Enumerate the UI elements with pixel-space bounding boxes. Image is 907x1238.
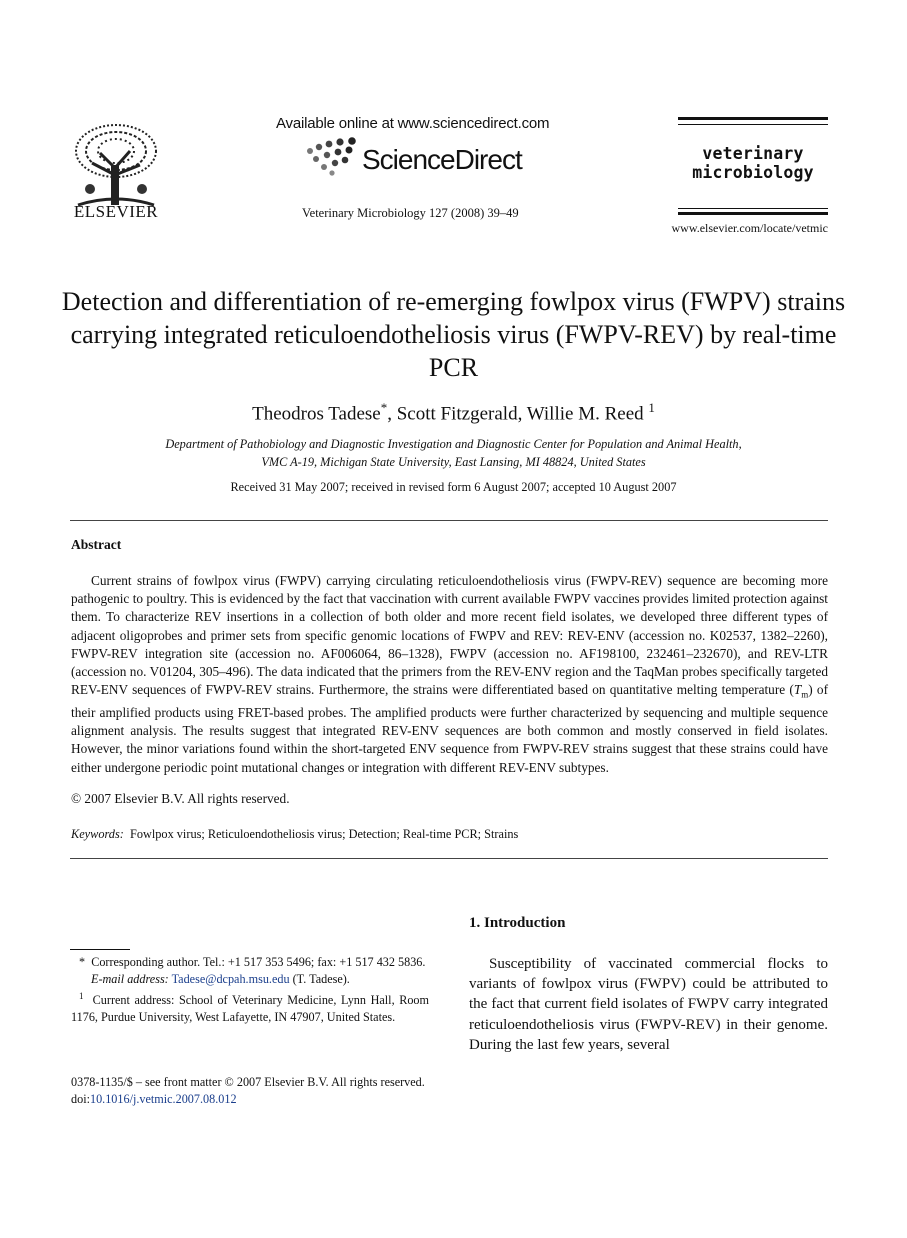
journal-logo-rule bbox=[678, 212, 828, 215]
keywords bbox=[71, 827, 518, 842]
author-name[interactable]: , Scott Fitzgerald, Willie M. Reed bbox=[387, 403, 644, 425]
footnotes bbox=[71, 954, 429, 1026]
author-name[interactable]: Theodros Tadese bbox=[252, 403, 381, 425]
doi-line bbox=[71, 1091, 425, 1108]
journal-logo-line: veterinary bbox=[702, 144, 804, 163]
abstract-text-part: ) of their amplified products using FRET-based probes. The amplified products were further characterized by sequencing and multiple sequence alignment analysis. The results suggest that integrated REV-ENV sequences are both common and mostly conserved in field isolates. However, the minor variations found within the short-targeted ENV sequence from FWPV-REV strains suggest that these strains could have either undergone periodic point mutational changes or integration with different REV-ENV subtypes. bbox=[71, 682, 828, 775]
email-owner: (T. Tadese). bbox=[292, 972, 350, 986]
affiliation-line: VMC A-19, Michigan State University, East Lansing, MI 48824, United States bbox=[261, 454, 646, 469]
doi-link[interactable]: 10.1016/j.vetmic.2007.08.012 bbox=[89, 1092, 237, 1106]
footnote-mark: * bbox=[79, 955, 86, 969]
footnote-current-address bbox=[71, 988, 429, 1026]
journal-logo-rule bbox=[678, 117, 828, 120]
keywords-values: Fowlpox virus; Reticuloendotheliosis virus; Detection; Real-time PCR; Strains bbox=[129, 827, 519, 841]
journal-logo-rule bbox=[678, 208, 828, 209]
tm-symbol: T bbox=[793, 682, 802, 698]
affiliation-line: Department of Pathobiology and Diagnostic Investigation and Diagnostic Center for Population and Animal Health, bbox=[165, 437, 742, 451]
issn-line: 0378-1135/$ – see front matter © 2007 Elsevier B.V. All rights reserved. bbox=[71, 1075, 425, 1089]
footnote-rule bbox=[70, 949, 130, 950]
sciencedirect-wordmark: ScienceDirect bbox=[362, 144, 522, 175]
front-matter bbox=[71, 1074, 425, 1108]
journal-url[interactable]: www.elsevier.com/locate/vetmic bbox=[671, 221, 828, 235]
article-dates: Received 31 May 2007; received in revised form 6 August 2007; accepted 10 August 2007 bbox=[230, 480, 677, 494]
journal-logo-line: microbiology bbox=[692, 163, 814, 182]
elsevier-wordmark: ELSEVIER bbox=[73, 202, 159, 221]
author-list bbox=[60, 400, 847, 425]
abstract-copyright: © 2007 Elsevier B.V. All rights reserved. bbox=[71, 791, 290, 806]
available-online-text: Available online at www.sciencedirect.com bbox=[276, 115, 550, 132]
divider bbox=[70, 520, 828, 521]
affiliation bbox=[60, 436, 847, 471]
footnote-mark[interactable]: 1 bbox=[648, 400, 655, 415]
article-title: Detection and differentiation of re-emerging fowlpox virus (FWPV) strains carrying integrated reticuloendotheliosis virus (FWPV-REV) by real-time PCR bbox=[61, 287, 846, 382]
journal-logo-rule bbox=[678, 124, 828, 125]
doi-label: doi: bbox=[71, 1092, 90, 1106]
email-link[interactable]: Tadese@dcpah.msu.edu bbox=[171, 972, 290, 986]
introduction-text: Susceptibility of vaccinated commercial flocks to variants of fowlpox virus (FWPV) could be attributed to the fact that current field isolates of FWPV carry integrated reticuloendotheliosis virus (FWPV-REV) in their genome. During the last few years, several bbox=[469, 956, 828, 1053]
corresponding-author-mark[interactable]: * bbox=[380, 400, 388, 415]
tm-subscript: m bbox=[801, 689, 809, 700]
keywords-label: Keywords: bbox=[71, 827, 124, 841]
divider bbox=[70, 858, 828, 859]
footnote-text: Current address: School of Veterinary Medicine, Lynn Hall, Room 1176, Purdue University, West Lafayette, IN 47907, United States. bbox=[71, 993, 429, 1025]
footnote-email bbox=[71, 971, 429, 988]
journal-logo-wordmark bbox=[678, 144, 828, 182]
abstract-heading: Abstract bbox=[71, 537, 122, 552]
footnote-corresponding bbox=[71, 954, 429, 971]
journal-citation: Veterinary Microbiology 127 (2008) 39–49 bbox=[302, 206, 519, 220]
introduction-heading: 1. Introduction bbox=[469, 915, 566, 931]
abstract-text bbox=[71, 572, 828, 777]
footnote-text: Corresponding author. Tel.: +1 517 353 5496; fax: +1 517 432 5836. bbox=[91, 955, 426, 969]
footnote-mark: 1 bbox=[79, 991, 84, 1001]
abstract-text-part: Current strains of fowlpox virus (FWPV) carrying circulating reticuloendotheliosis virus (FWPV-REV) sequence are becoming more pathogenic to poultry. This is evidenced by the fact that vaccination with current available FWPV vaccines provides limited protection against them. To characterize REV insertions in a collection of both older and more recent field isolates, we developed three different types of adjacent oligoprobes and primer sets from specific genomic locations of FWPV and REV: REV-ENV (accession no. K02537, 1382–2260), FWPV-REV integration site (accession no. AF006064, 86–1328), FWPV (accession no. AF198100, 232461–232670), and REV-LTR (accession no. V01204, 305–496). The data indicated that the primers from the REV-ENV region and the TaqMan probes specifically targeted REV-ENV sequences of FWPV-REV strains. Furthermore, the strains were differentiated based on quantitative melting temperature ( bbox=[71, 573, 828, 698]
sciencedirect-dots-icon bbox=[302, 137, 364, 177]
email-label: E-mail address: bbox=[91, 972, 169, 986]
